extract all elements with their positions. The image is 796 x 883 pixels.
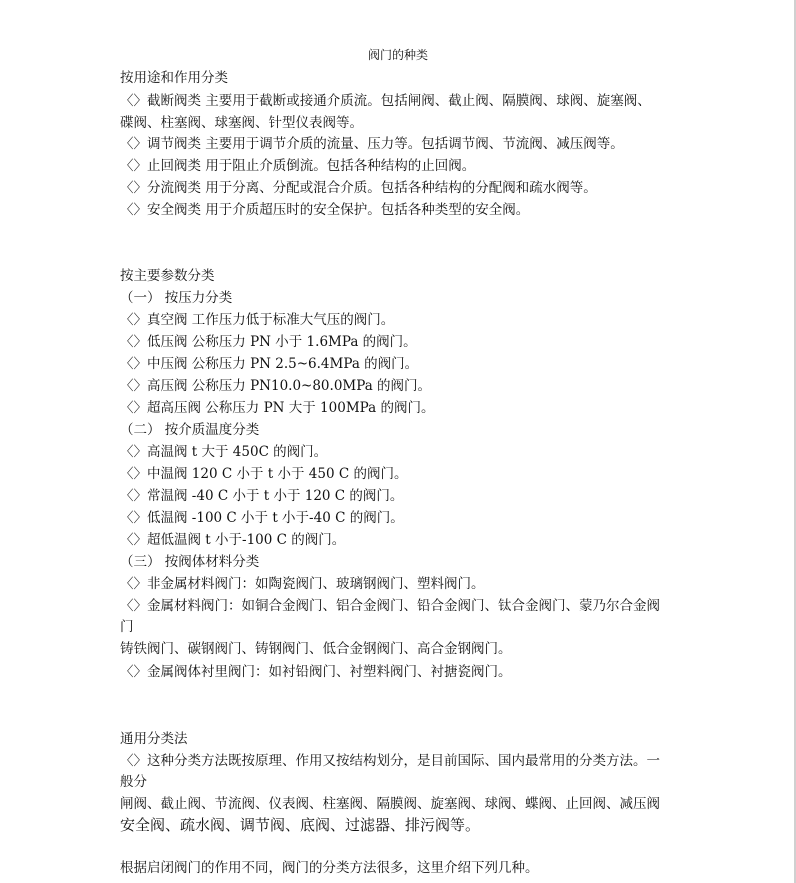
text-line: 闸阀、截止阀、节流阀、仪表阀、柱塞阀、隔膜阀、旋塞阀、球阀、蝶阀、止回阀、减压阀 [120,796,660,812]
text-line: 般分 [120,774,147,790]
text-line: 〈〉中温阀 120 C 小于 t 小于 450 C 的阀门。 [120,466,408,482]
text-line: 〈〉低压阀 公称压力 PN 小于 1.6MPa 的阀门。 [120,334,417,350]
text-line: 门 [120,619,134,635]
text-line: 根据启闭阀门的作用不同，阀门的分类方法很多，这里介绍下列几种。 [120,860,539,876]
text-line: 铸铁阀门、碳钢阀门、铸钢阀门、低合金钢阀门、高合金钢阀门。 [120,641,512,657]
text-line: 〈〉金属材料阀门：如铜合金阀门、铝合金阀门、铅合金阀门、钛合金阀门、蒙乃尔合金阀 [120,598,660,614]
text-line: 〈〉中压阀 公称压力 PN 2.5~6.4MPa 的阀门。 [120,356,419,372]
text-line: 按主要参数分类 [120,268,215,284]
text-line: 〈〉超高压阀 公称压力 PN 大于 100MPa 的阀门。 [120,400,435,416]
text-line: 碟阀、柱塞阀、球塞阀、针型仪表阀等。 [120,115,363,131]
text-line: 〈〉金属阀体衬里阀门：如衬铅阀门、衬塑料阀门、衬搪瓷阀门。 [120,664,512,680]
text-line: （一） 按压力分类 [120,290,233,306]
text-line: 安全阀、疏水阀、调节阀、底阀、过滤器、排污阀等。 [120,816,481,834]
document-title: 阀门的种类 [367,48,428,62]
text-line: 〈〉超低温阀 t 小于-100 C 的阀门。 [120,532,346,548]
text-line: 〈〉真空阀 工作压力低于标准大气压的阀门。 [120,312,395,328]
text-line: （二） 按介质温度分类 [120,422,260,438]
text-line: 〈〉这种分类方法既按原理、作用又按结构划分，是目前国际、国内最常用的分类方法。一 [120,753,660,769]
text-line: 〈〉截断阀类 主要用于截断或接通介质流。包括闸阀、截止阀、隔膜阀、球阀、旋塞阀、 [120,93,651,109]
text-line: 通用分类法 [120,731,188,747]
text-line: 〈〉常温阀 -40 C 小于 t 小于 120 C 的阀门。 [120,488,404,504]
text-line: 〈〉止回阀类 用于阻止介质倒流。包括各种结构的止回阀。 [120,158,476,174]
text-line: 〈〉高温阀 t 大于 450C 的阀门。 [120,444,328,460]
text-line: 〈〉分流阀类 用于分离、分配或混合介质。包括各种结构的分配阀和疏水阀等。 [120,180,597,196]
text-line: 〈〉非金属材料阀门：如陶瓷阀门、玻璃钢阀门、塑料阀门。 [120,576,485,592]
text-line: 〈〉调节阀类 主要用于调节介质的流量、压力等。包括调节阀、节流阀、减压阀等。 [120,136,624,152]
text-line: （三） 按阀体材料分类 [120,554,260,570]
text-line: 〈〉低温阀 -100 C 小于 t 小于-40 C 的阀门。 [120,510,404,526]
text-line: 按用途和作用分类 [120,70,228,86]
text-line: 〈〉安全阀类 用于介质超压时的安全保护。包括各种类型的安全阀。 [120,202,530,218]
text-line: 〈〉高压阀 公称压力 PN10.0~80.0MPa 的阀门。 [120,378,432,394]
